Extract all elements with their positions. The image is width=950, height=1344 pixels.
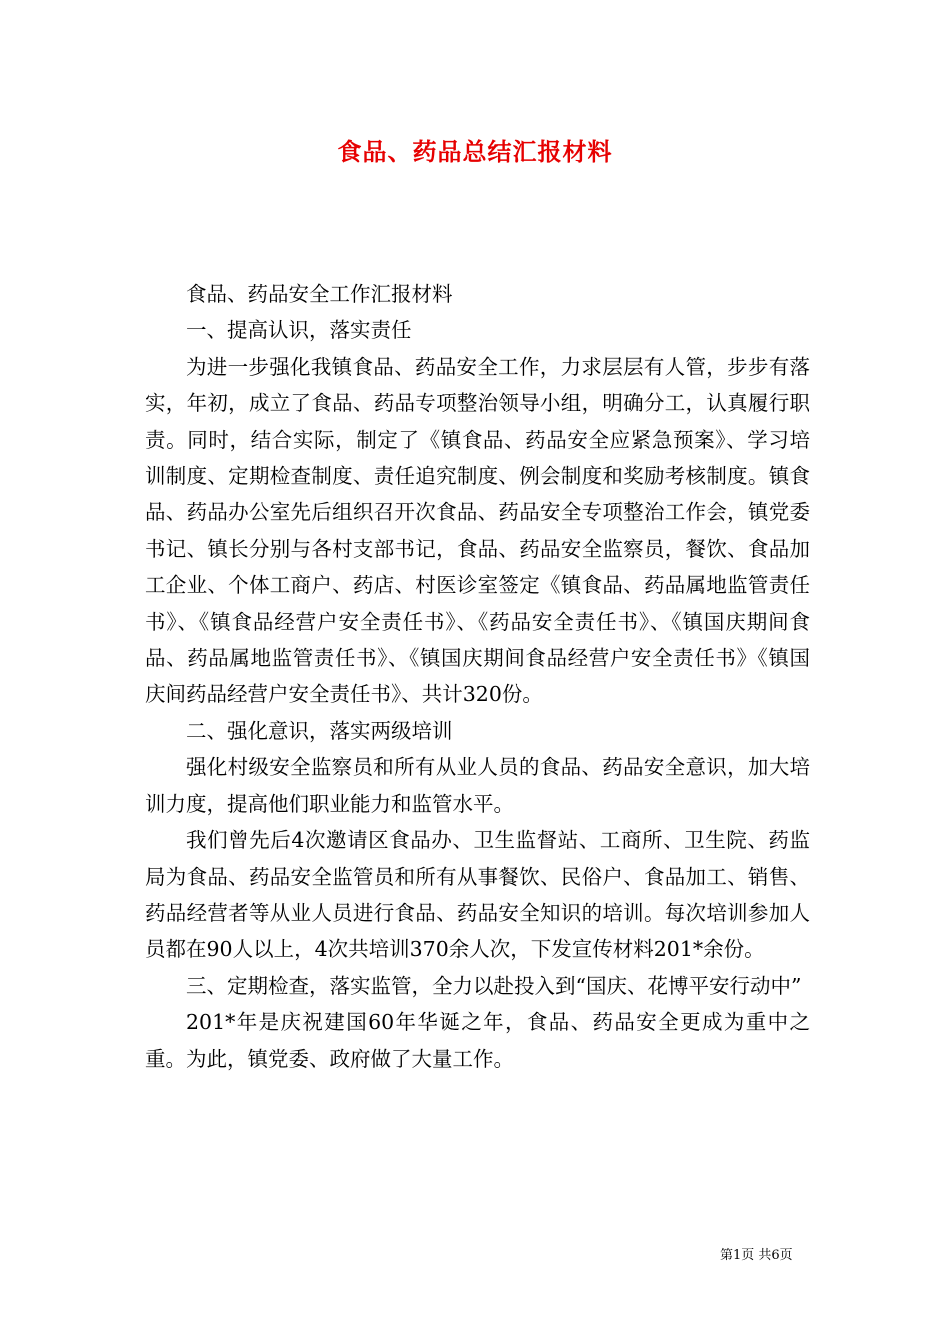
page-number: 第1页 共6页 <box>720 1248 793 1263</box>
page-title: 食品、药品总结汇报材料 <box>337 137 613 166</box>
paragraph: 强化村级安全监察员和所有从业人员的食品、药品安全意识，加大培训力度，提高他们职业能力和监管水平。 <box>145 755 810 816</box>
paragraph-subtitle: 食品、药品安全工作汇报材料 <box>186 282 453 306</box>
section-heading-2: 二、强化意识，落实两级培训 <box>186 718 453 743</box>
section-heading-1: 一、提高认识，落实责任 <box>186 318 412 343</box>
paragraph: 我们曾先后4次邀请区食品办、卫生监督站、工商所、卫生院、药监局为食品、药品安全监管员和所有从事餐饮、民俗户、食品加工、销售、药品经营者等从业人员进行食品、药品安全知识的培训。每次培训参加人员都在90人以上，4次共培训370余人次，下发宣传材料201*余份。 <box>145 828 810 962</box>
section-heading-3: 三、定期检查，落实监管，全力以赴投入到“国庆、花博平安行动中” <box>186 973 802 998</box>
paragraph: 201*年是庆祝建国60年华诞之年，食品、药品安全更成为重中之重。为此，镇党委、政府做了大量工作。 <box>145 1010 810 1071</box>
paragraph: 为进一步强化我镇食品、药品安全工作，力求层层有人管，步步有落实，年初，成立了食品、药品专项整治领导小组，明确分工，认真履行职责。同时，结合实际，制定了《镇食品、药品安全应紧急预案》、学习培训制度、定期检查制度、责任追究制度、例会制度和奖励考核制度。镇食品、药品办公室先后组织召开次食品、药品安全专项整治工作会，镇党委书记、镇长分别与各村支部书记，食品、药品安全监察员，餐饮、食品加工企业、个体工商户、药店、村医诊室签定《镇食品、药品属地监管责任书》、《镇食品经营户安全责任书》、《药品安全责任书》、《镇国庆期间食品、药品属地监管责任书》、《镇国庆期间食品经营户安全责任书》《镇国庆间药品经营户安全责任书》、共计320份。 <box>145 354 810 707</box>
document-body <box>145 276 810 1077</box>
